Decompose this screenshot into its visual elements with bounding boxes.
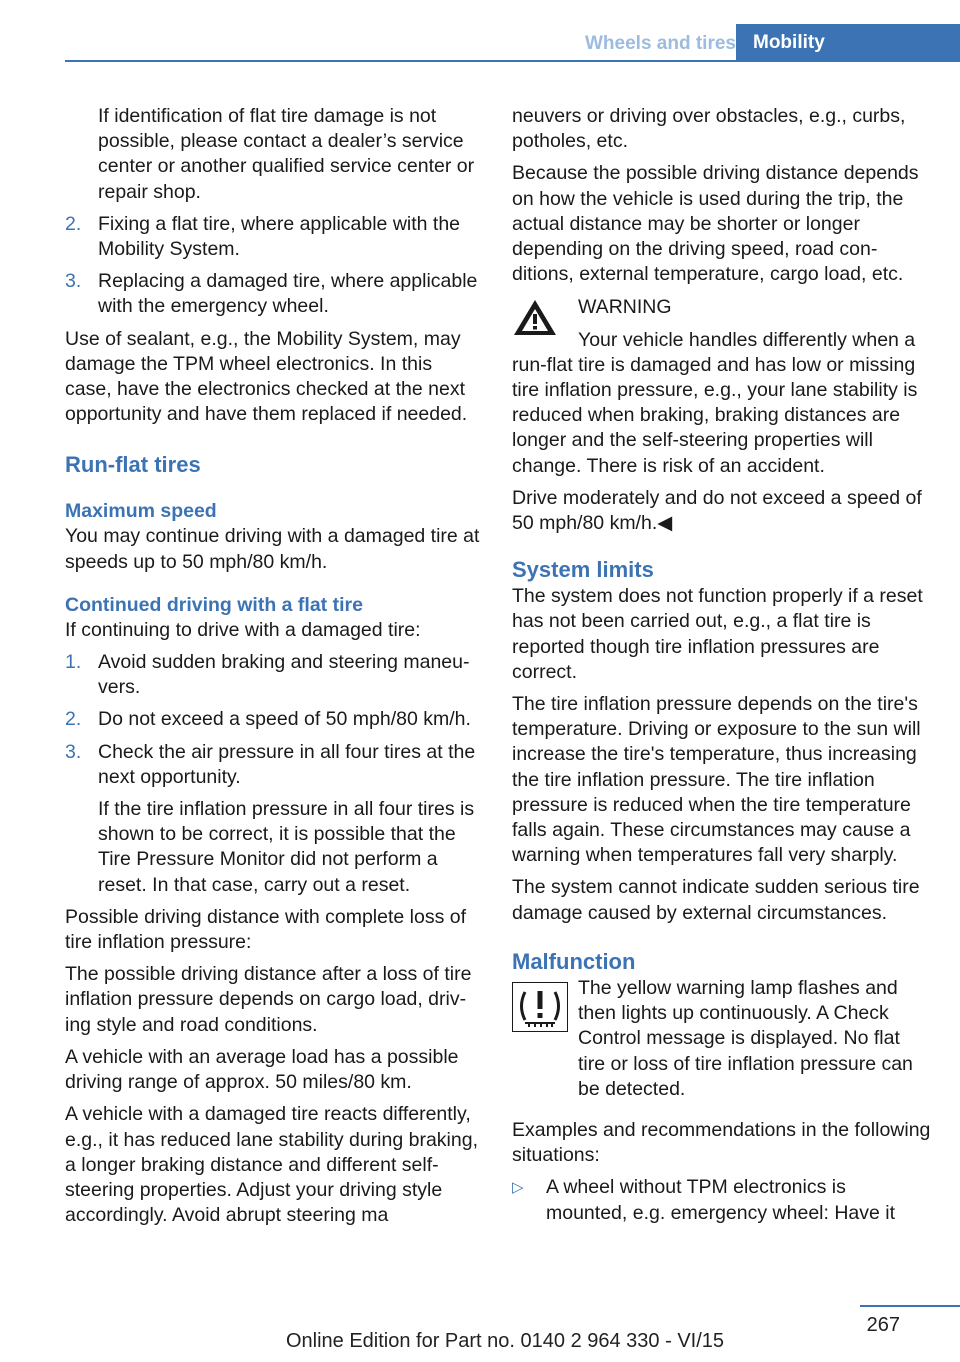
- header-chapter-tab: Mobility: [736, 24, 960, 62]
- sealant-paragraph: Use of sealant, e.g., the Mobility System, may damage the TPM wheel electronics. In this case, have the electronics checked at the next opportunity and have them replaced if needed.: [65, 327, 468, 426]
- system-limits-heading: System limits: [512, 557, 654, 583]
- footer-rule: [860, 1305, 960, 1307]
- distance-paragraph-1: Possible driving distance with complete loss of tire inflation pressure:: [65, 905, 467, 954]
- distance-paragraph-3: A vehicle with an average load has a possible driving range of approx. 50 miles/80 km.: [65, 1045, 459, 1094]
- list-item: [512, 1175, 932, 1225]
- list-number: 3.: [65, 740, 82, 763]
- intro-indented-text: If identification of flat tire damage is not possible, please contact a dealer’s service center or another qualified service center or repair shop.: [98, 105, 475, 203]
- list-item-text: Fixing a flat tire, where applicable with the Mobility System.: [98, 212, 461, 261]
- warning-triangle-icon: [512, 297, 558, 337]
- maximum-speed-paragraph: You may continue driving with a damaged tire at speeds up to 50 mph/80 km/h.: [65, 525, 480, 573]
- arrow-bullet-icon: ▷: [512, 1179, 524, 1197]
- list-item: [65, 212, 483, 262]
- distance-paragraph-2: The possible driving distance after a loss of tire inflation pressure depends on cargo load, driving style and road conditions.: [65, 963, 472, 1036]
- limits-paragraph-3: The system cannot indicate sudden serious tire damage caused by external circumstances.: [512, 876, 920, 924]
- list-item: [65, 269, 483, 319]
- list-number: 2.: [65, 708, 82, 731]
- continued-driving-intro: If continuing to drive with a damaged tire:: [65, 618, 421, 641]
- list-item-text: Avoid sudden braking and steering maneuvers.: [98, 651, 470, 699]
- header-section-title: Wheels and tires: [585, 33, 736, 54]
- list-item: [65, 707, 483, 732]
- limits-paragraph-2: The tire inflation pressure depends on the tire's temperature. Driving or exposure to the sun will increase the tire's temperature, thus increasing the tire inflation pressure. The tire inflation pressure is reduced when the tire temperature falls again. These circumstances may cause a warning when temperatures fall very sharply.: [512, 693, 921, 867]
- malfunction-heading: Malfunction: [512, 948, 636, 974]
- examples-list: [512, 1175, 932, 1225]
- procedure-list: [65, 212, 483, 320]
- list-number: 2.: [65, 212, 82, 235]
- list-item: [65, 740, 483, 790]
- malfunction-block: [512, 976, 932, 1102]
- tire-pressure-warning-lamp-icon: [512, 982, 568, 1032]
- continued-paragraph: neuvers or driving over obstacles, e.g., curbs, potholes, etc.: [512, 105, 906, 153]
- reset-note: If the tire inflation pressure in all four tires is shown to be correct, it is possible that the Tire Pressure Monitor did not perform a reset. In that case, carry out a reset.: [98, 798, 475, 896]
- list-item-text: A wheel without TPM electronics is mounted, e.g. emergency wheel: Have it: [546, 1176, 896, 1224]
- runflat-heading: Run-flat tires: [65, 452, 201, 478]
- page-number: 267: [866, 1314, 900, 1336]
- header-rule: [65, 60, 960, 62]
- footer-edition: Online Edition for Part no. 0140 2 964 330 - VI/15: [285, 1330, 725, 1352]
- list-item-text: Do not exceed a speed of 50 mph/80 km/h.: [98, 708, 471, 731]
- list-number: 1.: [65, 651, 82, 674]
- list-number: 3.: [65, 270, 82, 293]
- left-column: [65, 104, 483, 1235]
- list-item: [65, 650, 483, 700]
- examples-paragraph: Examples and recommendations in the following situations:: [512, 1118, 931, 1167]
- warning-first-line: Your vehicle handles differently when a: [578, 328, 916, 351]
- maximum-speed-heading: Maximum speed: [65, 500, 217, 523]
- continued-driving-list: [65, 650, 483, 790]
- continued-driving-heading: Continued driving with a flat tire: [65, 593, 363, 616]
- list-item-text: Replacing a damaged tire, where applicable with the emergency wheel.: [98, 270, 478, 318]
- malfunction-paragraph: The yellow warning lamp flashes and then lights up continuously. A Check Control message is displayed. No flat tire or loss of tire inflation pressure can be detected.: [578, 976, 913, 1100]
- distance-paragraph-4: A vehicle with a damaged tire reacts differently, e.g., it has reduced lane stability during braking, a longer braking distance and different self-steering properties. Adjust your driving style accordingly. Avoid abrupt steering ma: [65, 1103, 478, 1227]
- warning-block: [512, 295, 932, 536]
- driving-distance-paragraph: Because the possible driving distance depends on how the vehicle is used during the trip, the actual distance may be shorter or longer depending on the driving speed, road conditions, external temperature, cargo load, etc.: [512, 162, 919, 286]
- right-column: [512, 104, 932, 1226]
- warning-text: run-flat tire is damaged and has low or missing tire inflation pressure, e.g., your lane stability is reduced when braking, braking distances are longer and the self-steering properties will change. There is risk of an accident.: [512, 353, 918, 477]
- limits-paragraph-1: The system does not function properly if a reset has not been carried out, e.g., a flat tire is reported though tire inflation pressures are correct.: [512, 585, 923, 683]
- warning-title: WARNING: [578, 296, 672, 319]
- list-item-text: Check the air pressure in all four tires at the next opportunity.: [98, 740, 476, 788]
- warning-advice: Drive moderately and do not exceed a speed of 50 mph/80 km/h.◀: [512, 486, 922, 535]
